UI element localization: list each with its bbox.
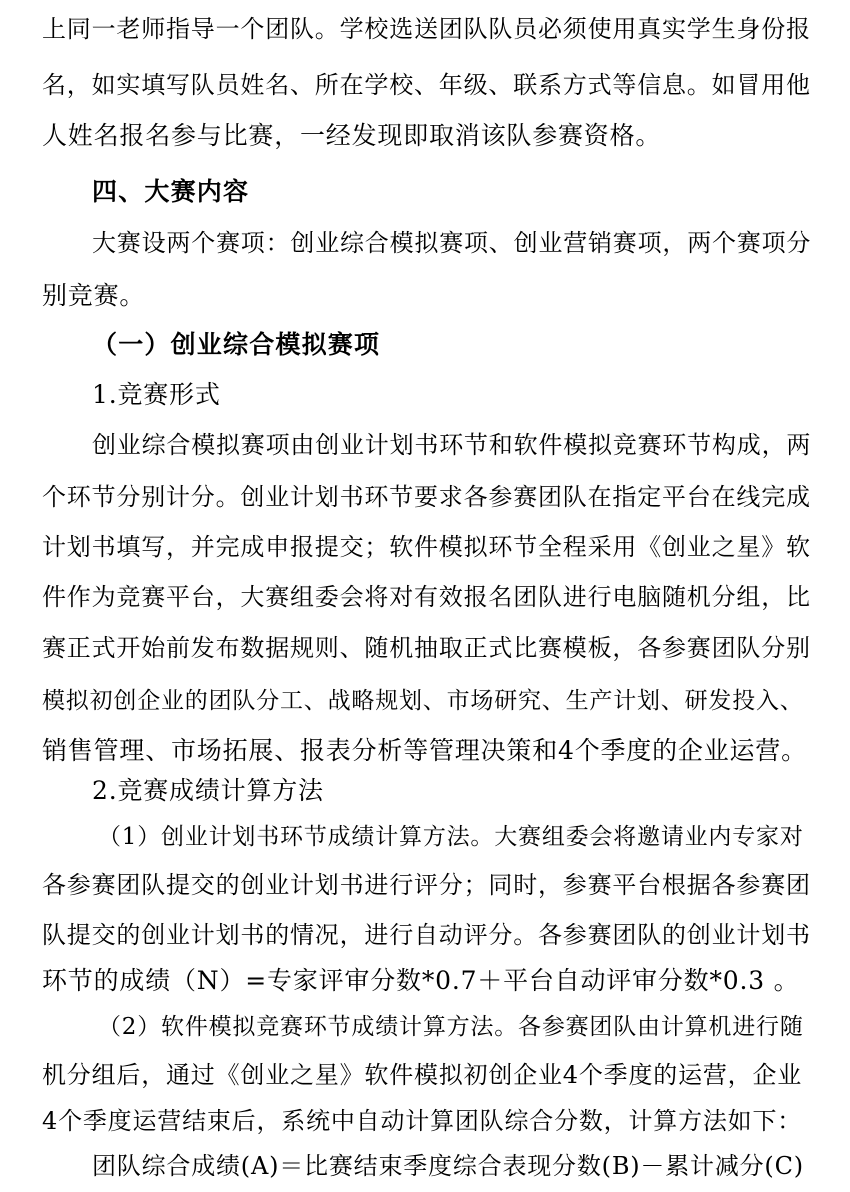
item1-line-4: 件作为竞赛平台，大赛组委会将对有效报名团队进行电脑随机分组，比 bbox=[42, 583, 811, 611]
item1-line-1: 创业综合模拟赛项由创业计划书环节和软件模拟竞赛环节构成，两 bbox=[92, 431, 812, 459]
item2-para1-line-4: 环节的成绩（N）=专家评审分数*0.7＋平台自动评审分数*0.3 。 bbox=[42, 966, 800, 995]
item2-para2-line-1: （2）软件模拟竞赛环节成绩计算方法。各参赛团队由计算机进行随 bbox=[98, 1014, 804, 1040]
item1-line-5: 赛正式开始前发布数据规则、随机抽取正式比赛模板，各参赛团队分别 bbox=[42, 634, 811, 662]
item2-para2-line-3: 4个季度运营结束后，系统中自动计算团队综合分数，计算方法如下： bbox=[42, 1107, 803, 1135]
item1-line-2: 个环节分别计分。创业计划书环节要求各参赛团队在指定平台在线完成 bbox=[42, 483, 811, 511]
subsection-heading: （一）创业综合模拟赛项 bbox=[92, 330, 381, 359]
item1-heading: 1.竞赛形式 bbox=[92, 380, 221, 409]
overview-line-1: 大赛设两个赛项：创业综合模拟赛项、创业营销赛项，两个赛项分 bbox=[92, 229, 812, 257]
intro-line-3: 人姓名报名参与比赛，一经发现即取消该队参赛资格。 bbox=[42, 121, 662, 150]
formula-line: 团队综合成绩(A)＝比赛结束季度综合表现分数(B)－累计减分(C) bbox=[92, 1152, 804, 1180]
overview-line-2: 别竞赛。 bbox=[42, 281, 146, 310]
item1-line-3: 计划书填写，并完成申报提交；软件模拟环节全程采用《创业之星》软 bbox=[42, 533, 811, 561]
item1-line-6: 模拟初创企业的团队分工、战略规划、市场研究、生产计划、研发投入、 bbox=[42, 688, 804, 714]
item2-heading: 2.竞赛成绩计算方法 bbox=[92, 776, 324, 805]
item2-para1-line-2: 各参赛团队提交的创业计划书进行评分；同时，参赛平台根据各参赛团 bbox=[42, 871, 811, 899]
item2-para1-line-1: （1）创业计划书环节成绩计算方法。大赛组委会将邀请业内专家对 bbox=[98, 824, 804, 850]
item1-line-7: 销售管理、市场拓展、报表分析等管理决策和4个季度的企业运营。 bbox=[42, 736, 807, 765]
item2-para1-line-3: 队提交的创业计划书的情况，进行自动评分。各参赛团队的创业计划书 bbox=[42, 921, 811, 949]
intro-line-2: 名，如实填写队员姓名、所在学校、年级、联系方式等信息。如冒用他 bbox=[42, 71, 811, 99]
intro-line-1: 上同一老师指导一个团队。学校选送团队队员必须使用真实学生身份报 bbox=[42, 15, 811, 43]
item2-para2-line-2: 机分组后，通过《创业之星》软件模拟初创企业4个季度的运营，企业 bbox=[42, 1061, 803, 1089]
section-heading: 四、大赛内容 bbox=[92, 177, 250, 206]
